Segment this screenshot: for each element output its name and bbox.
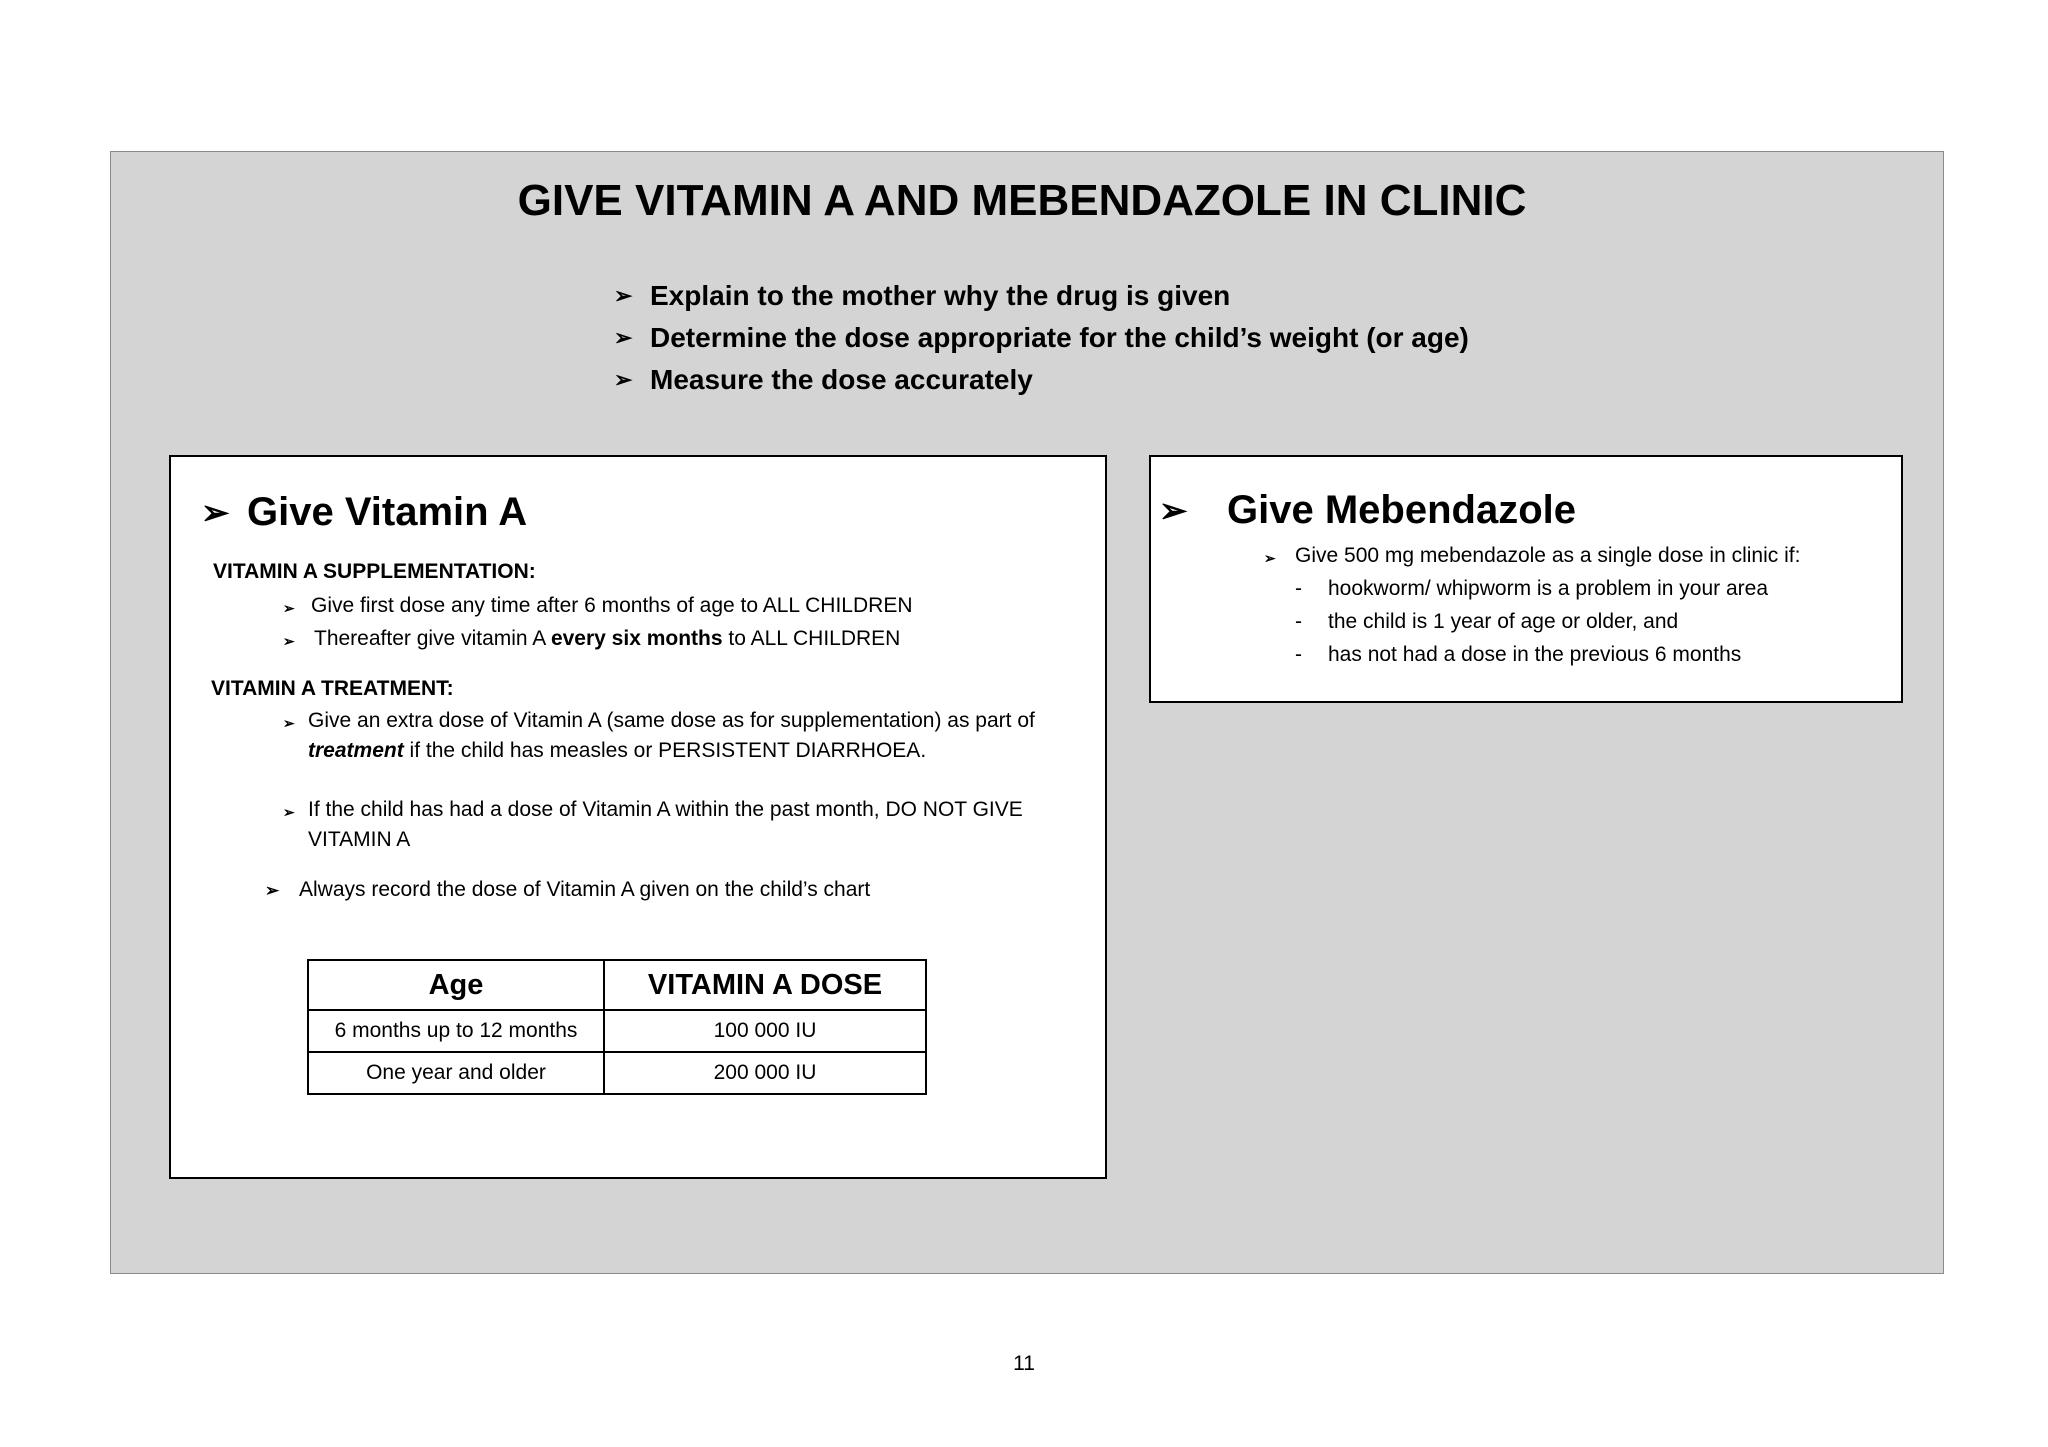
arrow-bullet-icon: ➢ (201, 494, 230, 532)
intro-item: ➢ Measure the dose accurately (614, 362, 1469, 404)
treatment-item-line: treatment if the child has measles or PERSISTENT DIARRHOEA. (308, 739, 927, 762)
vitamin-a-heading: ➢ Give Vitamin A (201, 490, 528, 534)
table-cell: 200 000 IU (604, 1052, 926, 1094)
treatment-item-line: VITAMIN A (308, 828, 411, 851)
table-cell: 100 000 IU (604, 1010, 926, 1052)
arrow-bullet-icon: ➢ (283, 633, 295, 649)
arrow-bullet-icon: ➢ (283, 804, 295, 820)
dash-bullet: - (1295, 577, 1302, 600)
intro-list (614, 278, 1469, 404)
page-number: 11 (1013, 1352, 1035, 1375)
table-header-dose: VITAMIN A DOSE (604, 960, 926, 1010)
mebendazole-heading: Give Mebendazole (1227, 488, 1576, 532)
arrow-bullet-icon: ➢ (614, 325, 633, 350)
supplementation-item: Thereafter give vitamin A every six months to ALL CHILDREN (314, 627, 901, 650)
treatment-label: VITAMIN A TREATMENT: (211, 677, 454, 700)
mebendazole-condition: has not had a dose in the previous 6 months (1328, 643, 1742, 666)
dash-bullet: - (1295, 610, 1302, 633)
arrow-bullet-icon: ➢ (1264, 550, 1276, 566)
arrow-bullet-icon: ➢ (1159, 492, 1188, 530)
arrow-bullet-icon: ➢ (614, 283, 633, 308)
treatment-item-line: If the child has had a dose of Vitamin A within the past month, DO NOT GIVE (308, 798, 1023, 821)
table-row (308, 1052, 926, 1094)
arrow-bullet-icon: ➢ (283, 715, 295, 731)
page-title: GIVE VITAMIN A AND MEBENDAZOLE IN CLINIC (517, 176, 1527, 225)
mebendazole-condition: the child is 1 year of age or older, and (1328, 610, 1679, 633)
arrow-bullet-icon: ➢ (614, 367, 633, 392)
supplementation-label: VITAMIN A SUPPLEMENTATION: (213, 560, 536, 583)
supplementation-item: Give first dose any time after 6 months of age to ALL CHILDREN (311, 594, 913, 617)
arrow-bullet-icon: ➢ (265, 881, 280, 900)
mebendazole-item: Give 500 mg mebendazole as a single dose in clinic if: (1295, 544, 1801, 567)
vitamin-a-box (169, 455, 1107, 1179)
table-row (308, 1010, 926, 1052)
table-cell: One year and older (308, 1052, 604, 1094)
table-header-age: Age (308, 960, 604, 1010)
mebendazole-condition: hookworm/ whipworm is a problem in your area (1328, 577, 1769, 600)
intro-item: ➢ Explain to the mother why the drug is given (614, 278, 1469, 320)
treatment-item-line: Give an extra dose of Vitamin A (same dose as for supplementation) as part of (308, 709, 1035, 732)
vitamin-a-dose-table (307, 959, 927, 1095)
table-header-row (308, 960, 926, 1010)
mebendazole-box (1149, 455, 1903, 703)
dash-bullet: - (1295, 643, 1302, 666)
intro-item: ➢ Determine the dose appropriate for the child’s weight (or age) (614, 320, 1469, 362)
arrow-bullet-icon: ➢ (283, 600, 295, 616)
record-item: Always record the dose of Vitamin A given on the child’s chart (299, 878, 871, 901)
table-cell: 6 months up to 12 months (308, 1010, 604, 1052)
